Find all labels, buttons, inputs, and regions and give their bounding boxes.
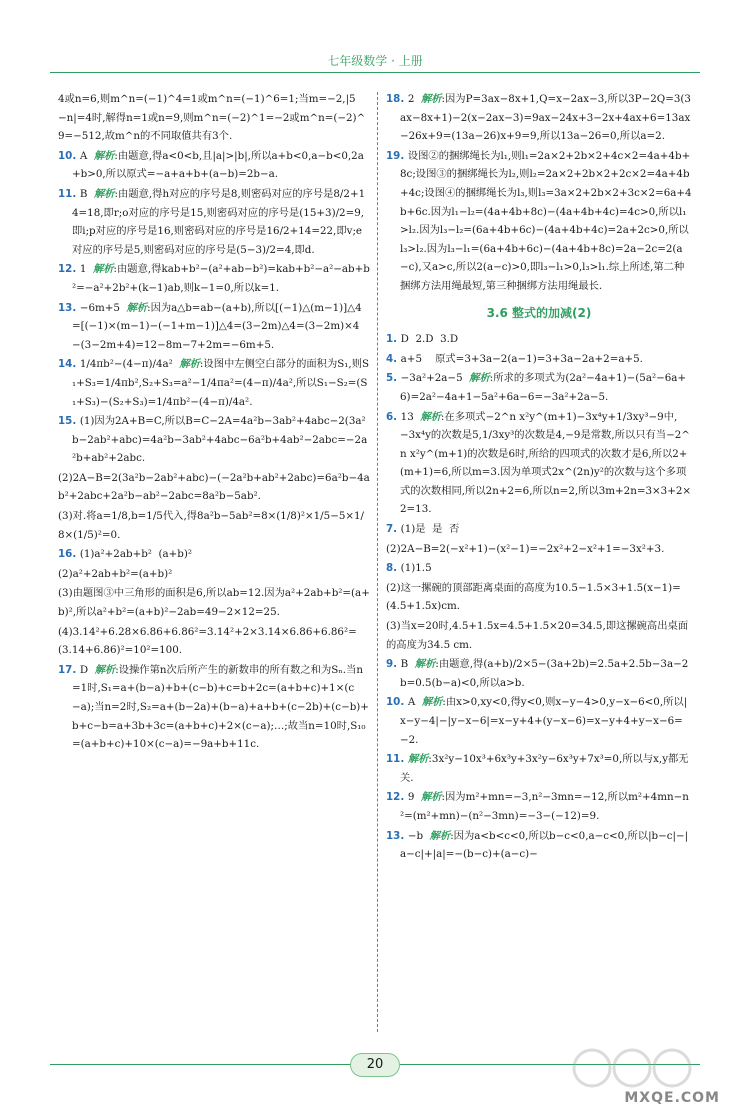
question-number: 7. <box>386 523 401 536</box>
answer-text: (1)因为2A+B=C,所以B=C−2A=4a²b−3ab²+4abc−2(3a²b−2ab²+abc)=4a²b−3ab²+4abc−6a²b+4ab²−2abc=−2a²b+ab²+2abc. <box>72 415 368 465</box>
answer-text: :所求的多项式为(2a²−4a+1)−(5a²−6a+6)=2a²−4a+1−5a²+6a−6=−3a²+2a−5. <box>400 372 687 403</box>
analysis-label: 解析 <box>469 372 490 385</box>
answer-text: :因为m²+mn=−3,n²−3mn=−12,所以m²+4mn−n²=(m²+mn)−(n²−3mn)=−3−(−12)=9. <box>400 791 689 822</box>
answer-text: (1)是 是 否 <box>400 523 460 536</box>
answer-value: D <box>79 663 95 676</box>
answer-item <box>386 579 692 616</box>
answer-text: (3)由题图③中三角形的面积是6,所以ab=12.因为a²+2ab+b²=(a+b)²,所以a²+b²=(a+b)²−2ab=49−2×12=25. <box>58 587 370 619</box>
answer-item <box>386 750 692 787</box>
question-number: 16. <box>58 548 80 561</box>
answer-text: (3)对.将a=1/8,b=1/5代入,得8a²b−5ab²=8×(1/8)²×1/5−5×1/8×(1/5)²=0. <box>58 510 365 541</box>
answer-item <box>58 507 370 544</box>
question-number: 14. <box>58 358 80 371</box>
answer-item <box>58 185 370 259</box>
answer-text: (4)3.14²+6.28×6.86+6.86²=3.14²+2×3.14×6.86+6.86²=(3.14+6.86)²=10²=100. <box>58 625 357 657</box>
question-number: 5. <box>386 372 401 385</box>
question-number: 13. <box>386 829 408 842</box>
answer-item <box>58 623 370 660</box>
question-number: 10. <box>58 149 80 162</box>
answer-item <box>58 545 370 564</box>
answer-item <box>386 559 692 578</box>
answer-value: 1 <box>79 263 93 276</box>
answer-item <box>386 617 692 654</box>
analysis-label: 解析 <box>94 663 116 676</box>
answer-text: :因为a<b<c<0,所以b−c<0,a−c<0,所以|b−c|−|a−c|+|a|=−(b−c)+(a−c)− <box>400 829 689 861</box>
answer-item <box>386 693 692 749</box>
answer-value: 13 <box>400 410 421 423</box>
answer-text: :由x>0,xy<0,得y<0,则x−y−4>0,y−x−6<0,所以|x−y−4|−|y−x−6|=x−y+4+(y−x−6)=x−y+4+y−x−6=−2. <box>400 696 688 746</box>
answer-value: A <box>407 696 422 709</box>
analysis-label: 解析 <box>420 93 442 105</box>
analysis-label: 解析 <box>407 753 429 766</box>
question-number: 4. <box>386 352 401 365</box>
question-number: 13. <box>58 301 80 314</box>
answer-text: D 2.D 3.D <box>400 333 459 346</box>
answer-text: (3)当x=20时,4.5+1.5x=4.5+1.5×20=34.5,即这摞碗高出桌面的高度为34.5 cm. <box>386 620 689 651</box>
question-number: 9. <box>386 658 401 671</box>
answer-value: −b <box>407 829 430 842</box>
answer-item <box>386 655 692 692</box>
page-number: 20 <box>350 1053 401 1077</box>
answer-item <box>58 355 370 411</box>
answer-text: (2)2A−B=2(3a²b−2ab²+abc)−(−2a²b+ab²+2abc)=6a²b−4ab²+2abc+2a²b−ab²−2abc=8a²b−5ab². <box>58 471 370 503</box>
answer-item <box>58 469 370 506</box>
answer-item <box>386 330 692 349</box>
answer-item <box>58 147 370 184</box>
answer-item <box>386 369 692 406</box>
answer-text: :设操作第n次后所产生的新数串的所有数之和为Sₙ.当n=1时,S₁=a+(b−a)+b+(c−b)+c=b+2c=(a+b+c)+1×(c−a);当n=2时,S₂=a+(b−2a)+(b−a)+a+b+(c−2b)+(c−b)+b+c−b=a+3b+3c=(a+b+c)+2×(c−a);…;故当n=10时,S₁₀=(a+b+c)+10×(c−a)=−9a+b+11c. <box>72 663 369 751</box>
answer-value: A <box>79 149 94 162</box>
right-column <box>386 90 692 865</box>
page-header <box>0 0 750 78</box>
answer-value: 9 <box>407 791 421 804</box>
answer-item <box>58 584 370 621</box>
question-number: 18. <box>386 93 408 105</box>
answer-text: (2)2A−B=2(−x²+1)−(x²−1)=−2x²+2−x²+1=−3x²+3. <box>386 542 665 555</box>
answer-item <box>386 408 692 520</box>
watermark-text: MXQE.COM <box>624 1090 720 1106</box>
answer-text: :在多项式−2^n x²y^(m+1)−3x⁴y+1/3xy³−9中,−3x⁴y的次数是5,1/3xy³的次数是4,−9是常数,所以只有当−2^n x²y^(m+1)的次数是6时,所给的四项式的次数才是6,所以2+(m+1)=6,所以m=3.因为单项式2x^(2n)y²的次数与这个多项式的次数相同,所以2n+2=6,所以n=2,所以3m+2n=3×3+2×2=13. <box>400 410 692 516</box>
analysis-label: 解析 <box>420 410 441 423</box>
answer-item <box>386 520 692 539</box>
question-number: 11. <box>58 187 80 200</box>
answer-value: −6m+5 <box>79 301 127 314</box>
answer-item <box>386 540 692 559</box>
answer-text: :因为a△b=ab−(a+b),所以[(−1)△(m−1)]△4=[(−1)×(m−1)−(−1+m−1)]△4=(3−2m)△4=(3−2m)×4−(3−2m+4)=12−8m−7+2m=−6m+5. <box>72 301 362 351</box>
analysis-label: 解析 <box>414 658 436 671</box>
analysis-label: 解析 <box>179 358 200 371</box>
answer-text: (1)a²+2ab+b² (a+b)² <box>79 548 193 561</box>
answer-value: B <box>79 187 94 200</box>
answer-item <box>386 788 692 825</box>
answer-item <box>386 350 692 369</box>
answer-text: (1)1.5 <box>400 562 432 575</box>
answer-text: :由题意,得kab+b²−(a²+ab−b²)=kab+b²−a²−ab+b²=−a²+2b²+(k−1)ab,则k−1=0,所以k=1. <box>72 263 370 294</box>
answer-text: :由题意,得(a+b)/2×5−(3a+2b)=2.5a+2.5b−3a−2b=0.5(b−a)<0,所以a>b. <box>400 658 689 689</box>
analysis-label: 解析 <box>92 263 114 276</box>
answer-item <box>58 565 370 584</box>
header-title: 七年级数学 · 上册 <box>327 54 423 68</box>
question-number: 19. <box>386 149 408 162</box>
header-rule <box>50 72 700 73</box>
answer-text: :由题意,得h对应的序号是8,则密码对应的序号是8/2+14=18,即r;o对应的序号是15,则密码对应的序号是(15+3)/2=9,即i;p对应的序号是16,则密码对应的序号是16/2+14=22,即v;e对应的序号是5,则密码对应的序号是(5−3)/2=4,即d. <box>72 187 366 256</box>
analysis-label: 解析 <box>420 791 442 804</box>
question-number: 1. <box>386 333 401 346</box>
answer-item <box>386 827 692 864</box>
answer-value: −3a²+2a−5 <box>400 372 470 385</box>
question-number: 15. <box>58 415 80 428</box>
analysis-label: 解析 <box>421 696 443 709</box>
answer-text: (2)这一摞碗的顶部距离桌面的高度为10.5−1.5×3+1.5(x−1)=(4.5+1.5x)cm. <box>386 581 681 613</box>
answer-value: 2 <box>407 93 421 105</box>
column-divider <box>377 92 378 1032</box>
answer-text: 4或n=6,则m^n=(−1)^4=1或m^n=(−1)^6=1;当m=−2,|5−n|=4时,解得n=1或n=9,则m^n=(−2)^1=−2或m^n=(−2)^9=−512,故m^n的不同取值共有3个. <box>58 93 366 143</box>
question-number: 17. <box>58 663 80 676</box>
answer-value: 1/4πb²−(4−π)/4a² <box>79 358 180 371</box>
answer-text: (2)a²+2ab+b²=(a+b)² <box>58 567 173 580</box>
answer-item <box>386 147 692 296</box>
answer-item <box>58 260 370 297</box>
answer-item <box>58 299 370 355</box>
answer-item <box>386 90 692 146</box>
question-number: 8. <box>386 562 401 575</box>
analysis-label: 解析 <box>93 187 115 200</box>
answer-text: :3x²y−10x³+6x³y+3x²y−6x³y+7x³=0,所以与x,y都无关. <box>400 753 689 784</box>
analysis-label: 解析 <box>429 829 451 842</box>
answer-value: B <box>400 658 415 671</box>
answer-text: :设图中左侧空白部分的面积为S₁,则S₁+S₃=1/4πb²,S₂+S₃=a²−1/4πa²=(4−π)/4a²,所以S₁−S₂=(S₁+S₃)−(S₂+S₃)=1/4πb²−(4−π)/4a². <box>72 358 370 408</box>
question-number: 11. <box>386 753 408 766</box>
answer-item <box>58 661 370 754</box>
analysis-label: 解析 <box>93 149 115 162</box>
left-column <box>58 90 370 755</box>
answer-item <box>58 90 370 146</box>
answer-text: 设图②的捆绑绳长为l₁,则l₁=2a×2+2b×2+4c×2=4a+4b+8c;设图③的捆绑绳长为l₂,则l₂=2a×2+2b×2+2c×2=4a+4b+4c;设图④的捆绑绳长为l₃,则l₃=3a×2+2b×2+3c×2=6a+4b+6c.因为l₁−l₂=(4a+4b+8c)−(4a+4b+4c)=4c>0,所以l₁>l₂.因为l₃−l₂=(6a+4b+6c)−(4a+4b+4c)=2a+2c>0,所以l₃>l₂.因为l₃−l₁=(6a+4b+6c)−(4a+4b+8c)=2a−2c=2(a−c),又a>c,所以2(a−c)>0,即l₃−l₁>0,l₃>l₁.综上所述,第二种捆绑方法用绳最短,第三种捆绑方法用绳最长. <box>400 149 692 292</box>
question-number: 12. <box>386 791 408 804</box>
answer-item <box>58 412 370 468</box>
answer-value: a+5 <box>400 352 429 365</box>
answer-text: :因为P=3ax−8x+1,Q=x−2ax−3,所以3P−2Q=3(3ax−8x+1)−2(x−2ax−3)=9ax−24x+3−2x+4ax+6=13ax−26x+9=(13a−26)x+9=9,所以13a−26=0,所以a=2. <box>400 93 691 143</box>
answer-text: :由题意,得a<0<b,且|a|>|b|,所以a+b<0,a−b<0,2a+b>0,所以原式=−a+a+b+(a−b)=2b−a. <box>72 149 364 181</box>
analysis-label: 解析 <box>126 301 148 314</box>
question-number: 12. <box>58 263 80 276</box>
question-number: 10. <box>386 696 408 709</box>
section-title: 3.6 整式的加减(2) <box>486 305 592 320</box>
answer-text: 原式=3+3a−2(a−1)=3+3a−2a+2=a+5. <box>428 352 643 365</box>
question-number: 6. <box>386 410 401 423</box>
